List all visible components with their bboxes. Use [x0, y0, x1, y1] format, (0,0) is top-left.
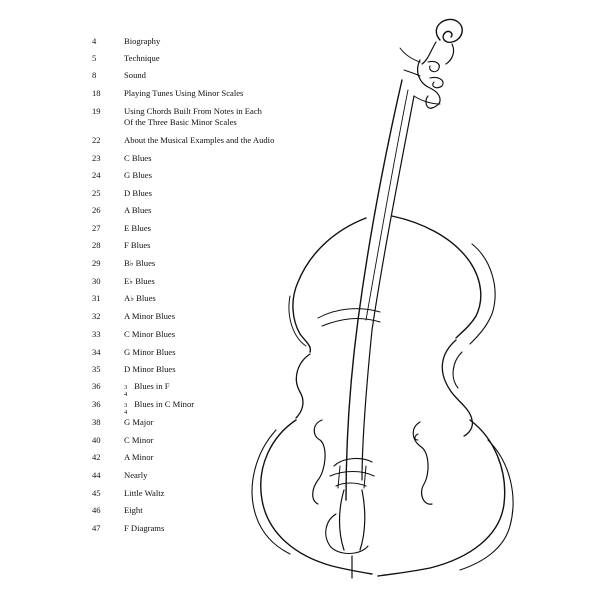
toc-title: G Major: [124, 417, 154, 427]
toc-title: D Minor Blues: [124, 364, 176, 374]
toc-title: G Blues: [124, 170, 152, 180]
bass-scroll-curl: [422, 42, 454, 64]
flat-symbol: ♭: [129, 259, 134, 268]
bass-upper-bout-right: [392, 216, 481, 338]
bass-lower-bout-left: [261, 420, 372, 574]
toc-page-number: 30: [92, 276, 101, 286]
toc-page-number: 25: [92, 188, 101, 198]
bass-lower-bout-right-edge: [460, 440, 513, 570]
toc-page-number: 19: [92, 106, 101, 116]
bass-pegbox: [418, 60, 440, 108]
toc-page-number: 24: [92, 170, 101, 180]
toc-note: E: [124, 276, 130, 286]
toc-title: Nearly: [124, 470, 148, 480]
bass-peg-1: [428, 61, 439, 71]
flat-symbol: ♭: [130, 294, 134, 303]
toc-page-number: 38: [92, 417, 101, 427]
bass-f-hole-right-dot: [415, 434, 418, 440]
toc-page-number: 42: [92, 452, 101, 462]
bass-upper-bout-right-edge: [470, 244, 495, 344]
bass-neck-right: [362, 96, 414, 480]
bass-f-hole-left: [313, 420, 325, 504]
toc-title: Playing Tunes Using Minor Scales: [124, 88, 244, 98]
toc-title: A Blues: [124, 205, 152, 215]
toc-page-number: 35: [92, 364, 101, 374]
bass-bridge: [330, 459, 374, 486]
bass-upper-bout-left: [293, 218, 366, 352]
toc-page-number: 40: [92, 435, 101, 445]
toc-page-number: 32: [92, 311, 101, 321]
bass-peg-2: [430, 77, 443, 87]
toc-title: Eight: [124, 505, 143, 515]
toc-title: C Blues: [124, 153, 152, 163]
flat-symbol: ♭: [129, 277, 134, 286]
bass-waist-lines: [318, 309, 380, 326]
time-signature-top: 3: [124, 402, 128, 410]
toc-title-text: Blues in F: [134, 381, 170, 391]
toc-title-text: Blues: [136, 293, 156, 303]
toc-page-number: 29: [92, 258, 101, 268]
toc-page-number: 22: [92, 135, 101, 145]
toc-title: Technique: [124, 53, 160, 63]
time-signature-top: 3: [124, 384, 128, 392]
toc-page-number: 36: [92, 399, 101, 409]
bass-neck-left: [346, 80, 402, 500]
toc-page-number: 33: [92, 329, 101, 339]
toc-title-text: Blues: [135, 276, 155, 286]
toc-title-text: Blues in C Minor: [134, 399, 195, 409]
toc-title-line: Using Chords Built From Notes in Each: [124, 106, 262, 116]
bass-tailpiece: [340, 490, 365, 550]
toc-page-number: 47: [92, 523, 101, 533]
toc-page-number: 31: [92, 293, 101, 303]
bass-tailpiece-end: [326, 514, 368, 554]
bass-scroll-outer: [436, 19, 462, 42]
toc-title: D Blues: [124, 188, 152, 198]
toc-page-number: 26: [92, 205, 101, 215]
toc-page-number: 34: [92, 347, 101, 357]
toc-page-number: 44: [92, 470, 101, 480]
bass-lower-bout-right: [378, 420, 505, 576]
toc-page-number: 23: [92, 153, 101, 163]
toc-page-number: 4: [92, 36, 97, 46]
toc-page-number: 28: [92, 240, 101, 250]
toc-page-number: 46: [92, 505, 101, 515]
toc-page-number: 8: [92, 70, 97, 80]
toc-title: G Minor Blues: [124, 347, 176, 357]
toc-title: About the Musical Examples and the Audio: [124, 135, 275, 145]
toc-title: F Diagrams: [124, 523, 165, 533]
time-signature-bottom: 4: [124, 391, 128, 398]
toc-title: F Blues: [124, 240, 151, 250]
toc-title: C Minor Blues: [124, 329, 176, 339]
toc-title: Sound: [124, 70, 146, 80]
bass-f-hole-right: [413, 422, 432, 504]
toc-page-number: 27: [92, 223, 101, 233]
toc-title: A Minor: [124, 452, 154, 462]
time-signature-bottom: 4: [124, 409, 128, 416]
toc-title: C Minor: [124, 435, 154, 445]
toc-page-number: 5: [92, 53, 97, 63]
bass-c-bout-right-inner: [453, 352, 462, 388]
toc-title: E Blues: [124, 223, 151, 233]
bass-string-line: [366, 90, 408, 320]
toc-title: A Minor Blues: [124, 311, 176, 321]
toc-page-number: 36: [92, 381, 101, 391]
toc-note: A: [124, 293, 131, 303]
toc-note: B: [124, 258, 130, 268]
toc-title-line: Of the Three Basic Minor Scales: [124, 117, 237, 127]
bass-peg-left: [400, 48, 420, 76]
toc-title: Little Waltz: [124, 488, 165, 498]
bass-lower-bout-left-edge: [252, 430, 290, 554]
toc-page-number: 18: [92, 88, 101, 98]
bass-c-bout-left: [296, 354, 310, 418]
toc-title-text: Blues: [135, 258, 156, 268]
toc-page-number: 45: [92, 488, 101, 498]
toc-title: Biography: [124, 36, 161, 46]
